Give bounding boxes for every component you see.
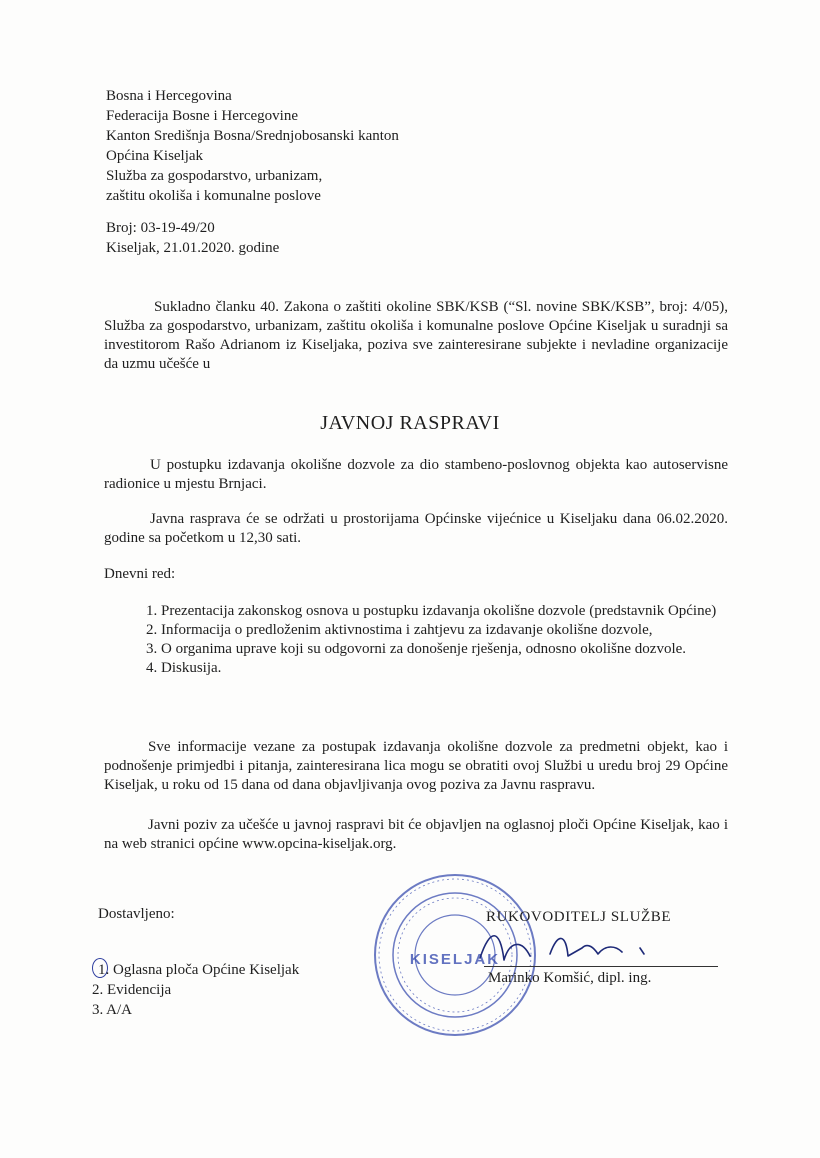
venue-paragraph: Javna rasprava će se održati u prostorijama Općinske vijećnice u Kiseljaku dana 06.02.2020. godine sa početkom u 12,30 sati. <box>104 511 728 546</box>
purpose-paragraph: U postupku izdavanja okolišne dozvole za dio stambeno-poslovnog objekta kao autoservisne radionice u mjestu Brnjaci. <box>104 457 728 492</box>
letterhead-line: Općina Kiseljak <box>106 148 204 164</box>
letterhead-line: Federacija Bosne i Hercegovine <box>106 108 299 124</box>
agenda-list <box>146 602 728 678</box>
reference-block <box>106 218 279 258</box>
publication-paragraph: Javni poziv za učešće u javnoj raspravi bit će objavljen na oglasnoj ploči Općine Kiseljak, kao i na web stranici općine www.opcina-kiseljak.org. <box>104 817 728 852</box>
delivery-label: Dostavljeno: <box>98 906 175 922</box>
signature-line <box>484 966 718 967</box>
place-date: Kiseljak, 21.01.2020. godine <box>106 240 280 256</box>
letterhead-line: Kanton Središnja Bosna/Srednjobosanski kanton <box>106 128 399 144</box>
agenda-item: 1. Prezentacija zakonskog osnova u postupku izdavanja okolišne dozvole (predstavnik Općine) <box>146 603 717 619</box>
delivery-item: 1. Oglasna ploča Općine Kiseljak <box>92 958 299 980</box>
stamp-text: KISELJAK <box>409 951 501 968</box>
delivery-list <box>92 958 299 1020</box>
agenda-item: 3. O organima uprave koji su odgovorni za donošenje rješenja, odnosno okolišne dozvole. <box>146 641 687 657</box>
signatory-name: Marinko Komšić, dipl. ing. <box>488 970 652 986</box>
intro-paragraph: Sukladno članku 40. Zakona o zaštiti okoline SBK/KSB (“Sl. novine SBK/KSB”, broj: 4/05), Služba za gospodarstvo, urbanizam, zaštitu okoliša i komunalne poslove Općine Kiseljak u suradnji sa investitorom Rašo Adrianom iz Kiseljaka, poziva sve zainteresirane subjekte i nevladine organizacije da uzmu učešće u <box>104 299 728 372</box>
letterhead-line: Služba za gospodarstvo, urbanizam, <box>106 168 323 184</box>
delivery-item: 2. Evidencija <box>92 982 172 998</box>
delivery-item: 3. A/A <box>92 1002 133 1018</box>
agenda-item: 2. Informacija o predloženim aktivnostima i zahtjevu za izdavanje okolišne dozvole, <box>146 622 653 638</box>
letterhead-line: zaštitu okoliša i komunalne poslove <box>106 188 321 204</box>
letterhead-line: Bosna i Hercegovina <box>106 88 232 104</box>
agenda-label: Dnevni red: <box>104 566 176 582</box>
signatory-title: RUKOVODITELJ SLUŽBE <box>486 909 672 925</box>
letterhead <box>106 86 399 206</box>
info-paragraph: Sve informacije vezane za postupak izdavanja okolišne dozvole za predmetni objekt, kao i podnošenje primjedbi i pitanja, zainteresirana lica mogu se obratiti ovoj Službi u uredu broj 29 Općine Kiseljak, u roku od 15 dana od dana objavljivanja ovog poziva za Javnu raspravu. <box>104 739 728 793</box>
handwritten-signature <box>470 918 670 978</box>
document-title: JAVNOJ RASPRAVI <box>320 412 500 434</box>
reference-number: Broj: 03-19-49/20 <box>106 220 215 236</box>
agenda-item: 4. Diskusija. <box>146 660 222 676</box>
